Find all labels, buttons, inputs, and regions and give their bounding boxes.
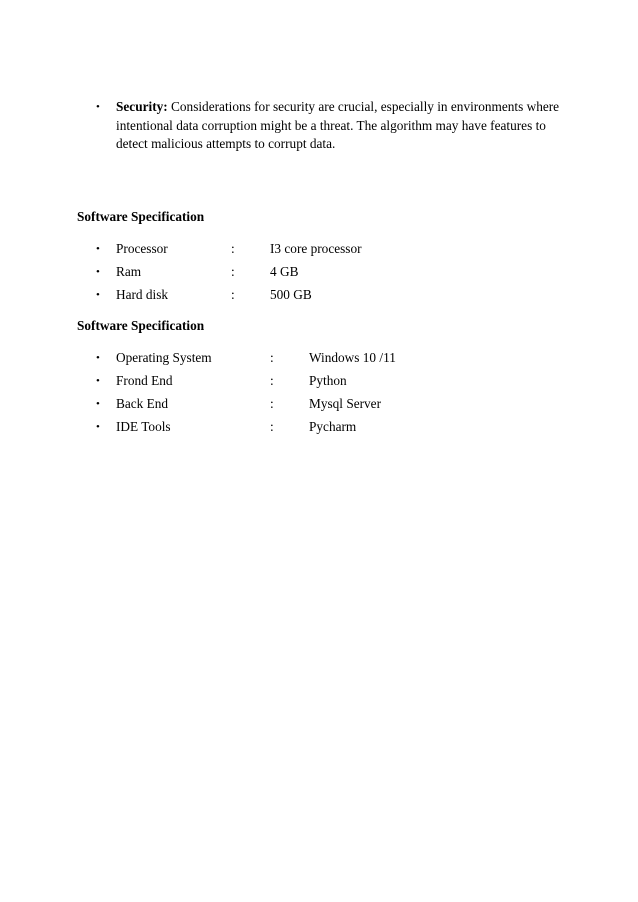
section-heading-software: Software Specification <box>77 318 205 333</box>
spec-colon: : <box>231 241 235 256</box>
security-text: Considerations for security are crucial, especially in environments where intentional data corruption might be a threat. The algorithm may have features to detect malicious attempts to corrupt data. <box>116 99 560 151</box>
spec-row <box>0 372 638 390</box>
spec-label: Ram <box>116 264 142 279</box>
spec-row <box>0 349 638 367</box>
spec-row <box>0 240 638 258</box>
spec-row <box>0 286 638 304</box>
spec-row <box>0 418 638 436</box>
spec-value: 500 GB <box>270 287 312 302</box>
spec-value: 4 GB <box>270 264 299 279</box>
spec-row <box>0 395 638 413</box>
spec-value: Python <box>309 373 347 388</box>
bullet-marker: • <box>96 398 100 410</box>
spec-value: Pycharm <box>309 419 357 434</box>
spec-colon: : <box>231 287 235 302</box>
section-heading-hardware: Software Specification <box>77 209 205 224</box>
spec-label: IDE Tools <box>116 419 171 434</box>
bullet-marker: • <box>96 421 100 433</box>
bullet-marker: • <box>96 289 100 301</box>
bullet-marker: • <box>96 375 100 387</box>
spec-value: Mysql Server <box>309 396 382 411</box>
spec-label: Operating System <box>116 350 212 365</box>
spec-value: Windows 10 /11 <box>309 350 396 365</box>
spec-colon: : <box>270 396 274 411</box>
spec-row <box>0 263 638 281</box>
spec-colon: : <box>231 264 235 279</box>
spec-colon: : <box>270 419 274 434</box>
bullet-marker: • <box>96 352 100 364</box>
bullet-marker: • <box>96 101 100 113</box>
spec-colon: : <box>270 373 274 388</box>
bullet-marker: • <box>96 243 100 255</box>
spec-label: Processor <box>116 241 168 256</box>
spec-label: Hard disk <box>116 287 169 302</box>
spec-value: I3 core processor <box>270 241 362 256</box>
spec-label: Back End <box>116 396 169 411</box>
spec-colon: : <box>270 350 274 365</box>
security-label: Security: <box>116 99 168 114</box>
security-paragraph <box>116 98 566 154</box>
spec-label: Frond End <box>116 373 173 388</box>
bullet-marker: • <box>96 266 100 278</box>
